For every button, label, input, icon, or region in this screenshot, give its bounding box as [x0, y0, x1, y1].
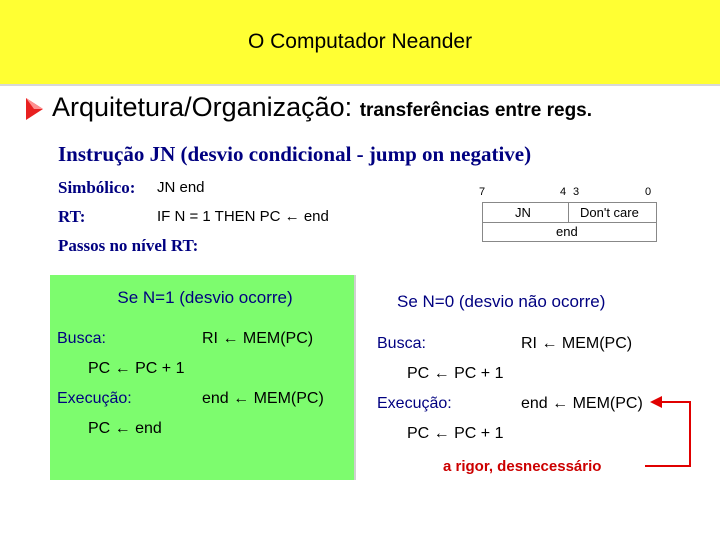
case-n1-pc-inc: PC ← PC + 1: [88, 360, 185, 377]
case-n0-exec-op: end ← MEM(PC): [521, 395, 643, 412]
section-main: Arquitetura/Organização:: [52, 92, 353, 122]
format-opcode: JN: [515, 205, 531, 220]
steps-label: Passos no nível RT:: [58, 236, 199, 255]
bit-3-label: 3: [573, 186, 580, 198]
case-n1-busca-op: RI ← MEM(PC): [202, 330, 314, 347]
bracket-arrow-icon: [640, 392, 700, 472]
rt-value: IF N = 1 THEN PC ← end: [157, 208, 329, 225]
section-heading: [52, 92, 592, 123]
case-n0-pc-inc2: PC ← PC + 1: [407, 425, 504, 442]
case-n0-busca-op: RI ← MEM(PC): [521, 335, 633, 352]
case-n1-busca-label: Busca:: [57, 330, 106, 347]
symbolic-value: JN end: [157, 179, 205, 196]
instruction-title: Instrução JN (desvio condicional - jump on negative): [58, 142, 532, 166]
title-bar: [0, 0, 720, 86]
case-n1-exec-label: Execução:: [57, 390, 132, 407]
bit-4-label: 4: [560, 186, 567, 198]
case-n0-note: a rigor, desnecessário: [443, 458, 602, 475]
case-n0-title: Se N=0 (desvio não ocorre): [397, 292, 606, 311]
rt-label: RT:: [58, 207, 86, 226]
case-n0-exec-label: Execução:: [377, 395, 452, 412]
case-n1-exec-op: end ← MEM(PC): [202, 390, 324, 407]
format-operand: end: [556, 224, 578, 239]
section-sub: transferências entre regs.: [359, 100, 593, 121]
bit-7-label: 7: [479, 186, 486, 198]
instruction-format-box: [482, 202, 657, 242]
symbolic-label: Simbólico:: [58, 178, 136, 197]
format-dont-care: Don't care: [580, 205, 639, 220]
case-n0-busca-label: Busca:: [377, 335, 426, 352]
bit-0-label: 0: [645, 186, 652, 198]
case-n1-title: Se N=1 (desvio ocorre): [117, 288, 293, 307]
case-n0-pc-inc: PC ← PC + 1: [407, 365, 504, 382]
bullet-arrow-icon: [25, 96, 45, 122]
page-title: O Computador Neander: [247, 30, 473, 53]
case-n1-pc-end: PC ← end: [88, 420, 162, 437]
format-divider: [568, 203, 569, 222]
